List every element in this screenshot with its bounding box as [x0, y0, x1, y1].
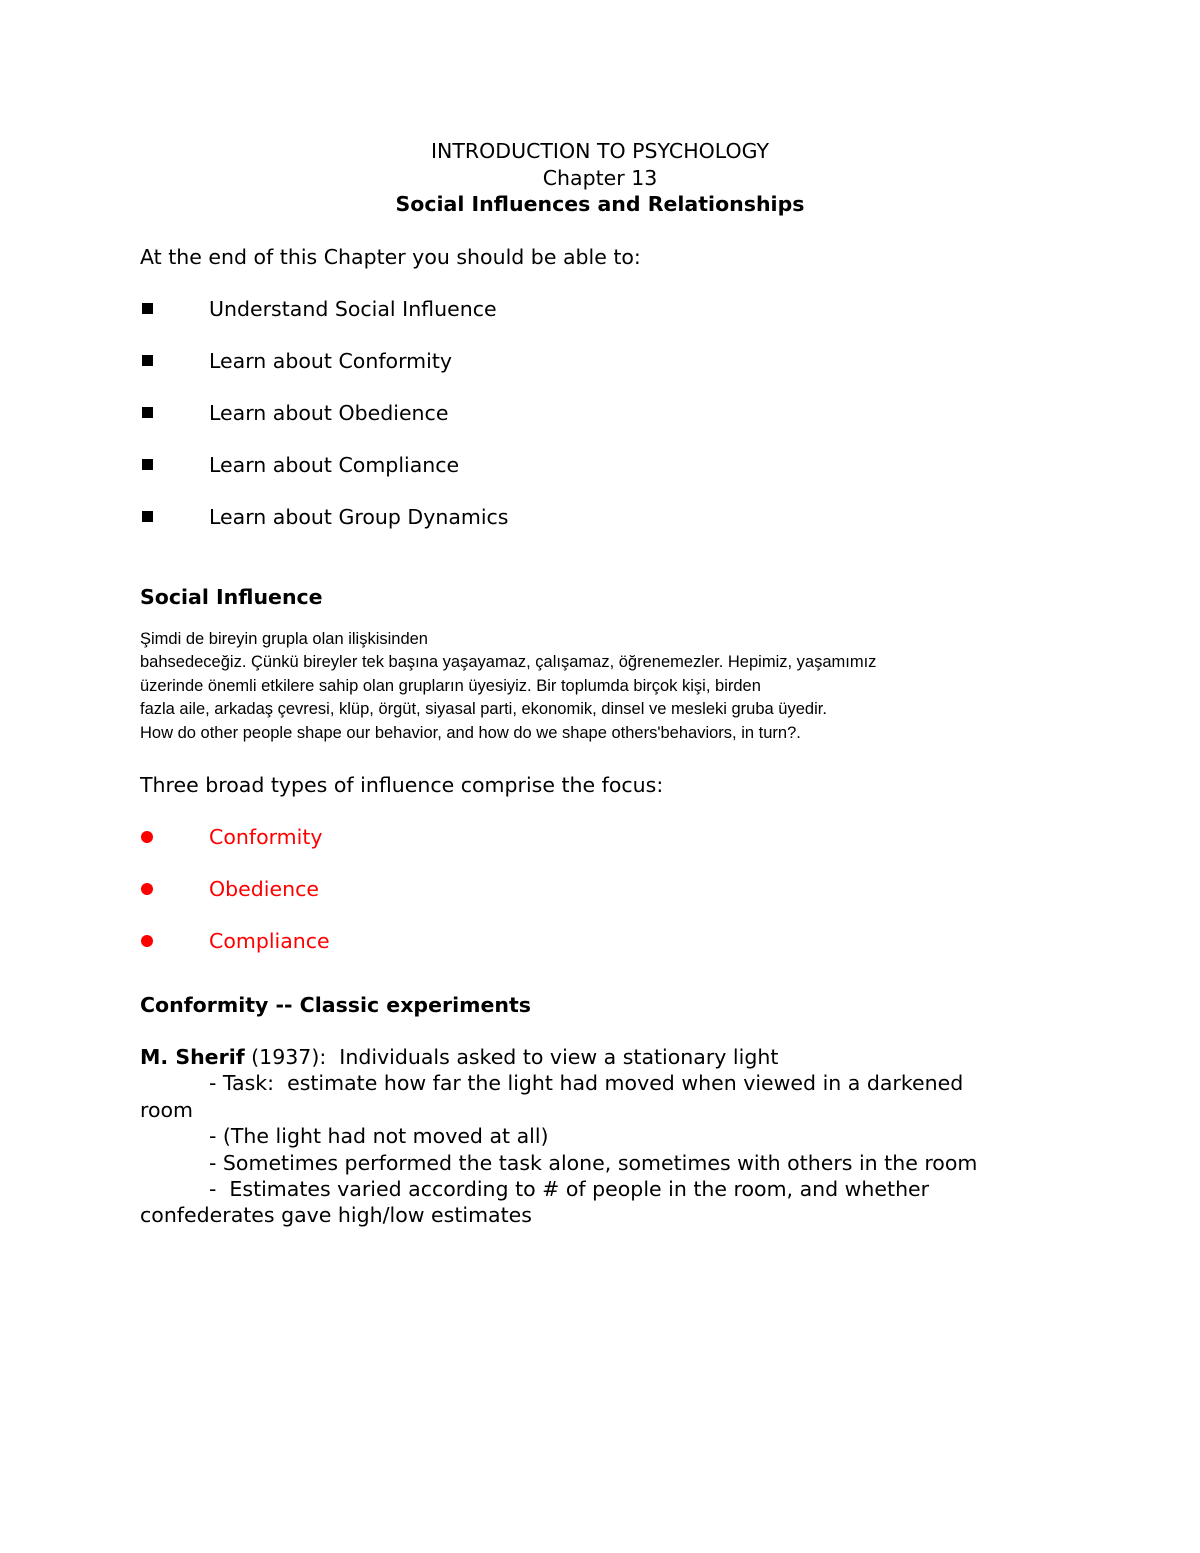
chapter-label: Chapter 13 [542, 165, 658, 190]
paragraph-line: üzerinde önemli etkilere sahip olan grupların üyesiyiz. Bir toplumda birçok kişi, birden [140, 676, 761, 695]
influence-type-text: Obedience [209, 877, 319, 901]
objective-text: Learn about Compliance [209, 452, 460, 477]
square-bullet-icon [142, 511, 153, 522]
objective-text: Understand Social Influence [209, 296, 497, 321]
detail-line: - Estimates varied according to # of people in the room, and whether [209, 1177, 930, 1202]
detail-line: - (The light had not moved at all) [209, 1124, 549, 1149]
paragraph-line: bahsedeceğiz. Çünkü bireyler tek başına yaşayamaz, çalışamaz, öğrenemezler. Hepimiz, yaşamımız [140, 653, 877, 671]
objective-text: Learn about Conformity [209, 348, 452, 373]
detail-line: - Sometimes performed the task alone, sometimes with others in the room [209, 1150, 978, 1175]
square-bullet-icon [142, 459, 153, 470]
paragraph-line: fazla aile, arkadaş çevresi, klüp, örgüt, siyasal parti, ekonomik, dinsel ve mesleki gruba üyedir. [140, 700, 827, 718]
objectives-list [140, 296, 1040, 530]
influence-type-text: Compliance [209, 929, 330, 953]
influence-types-list [140, 824, 1040, 954]
influence-type-text: Conformity [209, 825, 323, 849]
task-line: - Task: estimate how far the light had moved when viewed in a darkened [209, 1071, 964, 1096]
square-bullet-icon [142, 355, 153, 366]
sherif-description: (1937): Individuals asked to view a stationary light [244, 1045, 779, 1069]
square-bullet-icon [142, 303, 153, 314]
round-bullet-icon [141, 935, 153, 947]
paragraph-line: Şimdi de bireyin grupla olan ilişkisinden [140, 629, 428, 648]
sherif-name: M. Sherif [140, 1045, 245, 1069]
list-item [140, 400, 1040, 426]
list-item [140, 928, 1040, 954]
social-influence-heading: Social Influence [140, 584, 323, 609]
paragraph-line: How do other people shape our behavior, and how do we shape others'behaviors, in turn?. [140, 723, 801, 742]
list-item [140, 348, 1040, 374]
list-item [140, 296, 1040, 322]
objective-text: Learn about Group Dynamics [209, 504, 509, 529]
list-item [140, 504, 1040, 530]
list-item [140, 876, 1040, 902]
detail-line-wrap: confederates gave high/low estimates [140, 1203, 532, 1228]
social-influence-paragraph [140, 628, 1040, 746]
list-item [140, 452, 1040, 478]
round-bullet-icon [141, 831, 153, 843]
title-block [140, 138, 1060, 218]
task-line-wrap: room [140, 1097, 194, 1122]
influence-types-intro: Three broad types of influence comprise the focus: [140, 773, 664, 797]
round-bullet-icon [141, 883, 153, 895]
objective-text: Learn about Obedience [209, 400, 449, 425]
document-title: INTRODUCTION TO PSYCHOLOGY [431, 139, 769, 163]
document-page [140, 138, 1040, 1229]
conformity-heading: Conformity -- Classic experiments [140, 993, 532, 1017]
intro-text: At the end of this Chapter you should be able to: [140, 244, 641, 269]
list-item [140, 824, 1040, 850]
square-bullet-icon [142, 407, 153, 418]
sherif-experiment [140, 1044, 1040, 1229]
chapter-subtitle: Social Influences and Relationships [395, 192, 805, 216]
sherif-intro-line [140, 1044, 1040, 1070]
